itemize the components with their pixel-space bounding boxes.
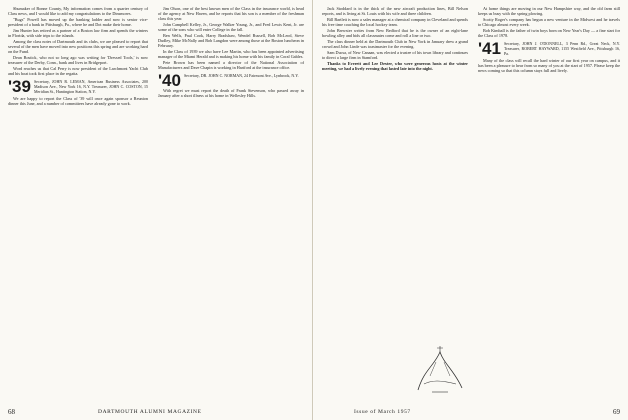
paragraph: Pete Brown has been named a director of the National Association of Manufacturers and Dave Chapin is working in Hartford at the insurance office. <box>158 60 304 70</box>
class-year: '39 <box>8 77 31 96</box>
right-page <box>314 0 628 420</box>
paragraph: "Bugs" Powell has moved up the banking ladder and now is senior vice-president of a bank in Pittsburgh, Pa., where he and Dot make their home. <box>8 17 148 27</box>
paragraph: At home things are moving in our New Hampshire way, and the old farm still keeps us busy with the spring plowing. <box>478 6 620 16</box>
paragraph: Many of the class will recall the hard winter of our first year on campus, and it has been a pleasure to hear from so many of you at the start of 1957. Please keep the news coming so that this column stays full and lively. <box>478 58 620 73</box>
paragraph: Jim Olson, one of the best known men of the Class in the insurance world, is head of the agency at New Haven, and he reports that his son is a member of the freshman class this year. <box>158 6 304 21</box>
paragraph: In the Class of 1939 we also have Lee Martin, who has been appointed advertising manager of the Miami Herald and is making his home with his family in Coral Gables. <box>158 49 304 59</box>
paragraph: Sam Ducsa, of New Canaan, was elected a trustee of his town library and continues to direct a large firm in Stamford. <box>322 50 468 60</box>
class-heading-41 <box>478 41 620 56</box>
left-page <box>0 0 313 420</box>
paragraph: Dean Bostick, who not so long ago was writing for 'Dressed Tools,' is now treasurer of the Derby, Conn., bank and lives in Bridgeport. <box>8 55 148 65</box>
sketch-illustration-icon <box>410 340 470 400</box>
paragraph: With regret we must report the death of Frank Stevenson, who passed away in January after a short illness at his home in Wellesley Hills. <box>158 88 304 98</box>
paragraph: Among the class notes of Dartmouth and its clubs, we are pleased to report that several of the men have moved into new positions this spring and are working hard on the Fund. <box>8 39 148 54</box>
class-heading-39 <box>8 79 148 94</box>
page-number: 69 <box>613 408 620 416</box>
class-officers: Secretary, JOHN R. LEMAN, American Business Associates, 200 Madison Ave., New York 16, N.Y. Treasurer, JOHN C. COSTON, 15 Meridian St., Huntington Station, N.Y. <box>33 79 148 94</box>
class-year: '41 <box>478 39 501 58</box>
class-officers: Secretary, JOHN J. O'DONNELL, 3 Penn Rd., Great Neck, N.Y. Treasurer, ROBERT HAYWARD, 1155 Westfield Ave., Pittsburgh 16, Pa. <box>503 41 620 56</box>
column-3 <box>322 6 468 72</box>
class-heading-40 <box>158 71 304 90</box>
running-footer: DARTMOUTH ALUMNI MAGAZINE <box>98 409 202 415</box>
paragraph: Scotty Roger's company has begun a new venture in the Midwest and he travels to Chicago almost every week. <box>478 17 620 27</box>
page-number: 68 <box>8 408 15 416</box>
class-year: '40 <box>158 71 181 90</box>
paragraph: Word reaches us that Cal Perry is now president of the Larchmont Yacht Club and his boat took first place in the regatta. <box>8 66 148 76</box>
paragraph: We are happy to report the Class of '39 will once again sponsor a Reunion dinner this June, and a number of committees have already gone to work. <box>8 96 148 106</box>
paragraph: Ben Wells, Paul Cook, Harry Bradshaw, Wendel Russell, Bob McLeod, Steve Dudley, Mike McNally and Bob Langdon were among those at the Boston luncheon in February. <box>158 33 304 48</box>
column-4 <box>478 6 620 74</box>
column-1 <box>8 6 148 107</box>
class-officers: Secretary, DR. JOHN C. NORMAN, 24 Fairmont Ave., Lynbrook, N.Y. <box>183 73 299 78</box>
column-2 <box>158 6 304 99</box>
running-footer: Issue of March 1957 <box>354 409 411 415</box>
paragraph: Bill Bartlett is now a sales manager at a chemical company in Cleveland and spends his free time coaching the local hockey team. <box>322 17 468 27</box>
paragraph: Bob Kimball is the father of twin boys born on New Year's Day — a fine start for the Class of 1978. <box>478 28 620 38</box>
paragraph: Jack Stoddard is in the thick of the new aircraft production lines, Bill Nelson reports, and is living at St. Louis with his wife and three children. <box>322 6 468 16</box>
paragraph: Jim Hunter has retired as a partner of a Boston law firm and spends the winters in Florida, with side trips to the islands. <box>8 28 148 38</box>
paragraph: Shumaker of Bonne County, My information comes from a quarter century of Class news, and I would like to add my congratulations to the Dinsmores. <box>8 6 148 16</box>
paragraph: The class dinner held at the Dartmouth Club in New York in January drew a grand crowd and John Linde was toastmaster for the evening. <box>322 39 468 49</box>
paragraph: John Brewster writes from New Bedford that he is the owner of an eight-lane bowling alley and bids all classmates come and roll a line or two. <box>322 28 468 38</box>
paragraph: Thanks to Everett and Lee Dexter, who were generous hosts at the winter meeting, we had a lively evening that lasted late into the night. <box>322 61 468 71</box>
paragraph: John Campbell Kelley, Jr., George Walker Young, Jr., and Fred Lewis Kent, Jr. are some of the sons who will enter College in the fall. <box>158 22 304 32</box>
